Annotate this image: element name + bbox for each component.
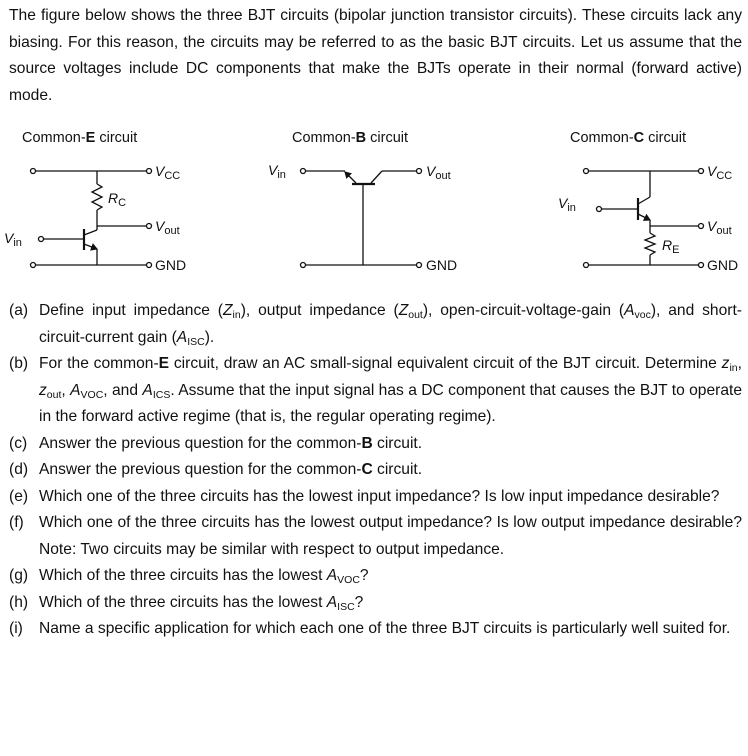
ce-rc-label: $R_C$	[108, 190, 127, 209]
question-g	[9, 563, 742, 590]
question-tag: (f)	[9, 514, 24, 531]
ce-vin-label: $V_{in}$	[4, 230, 22, 249]
question-tag: (i)	[9, 620, 23, 637]
cc-re-label: $R_E$	[662, 237, 680, 256]
question-i	[9, 616, 742, 643]
cc-gnd-label: GND	[707, 257, 739, 273]
bjt-circuits-figure	[0, 122, 748, 287]
common-b-circuit	[268, 130, 457, 273]
common-e-title: Common-E circuit	[22, 130, 138, 146]
cc-vcc-label: $V_{CC}$	[707, 163, 733, 182]
question-text: Which one of the three circuits has the lowest input impedance? Is low input impedance desirable?	[39, 487, 720, 505]
question-text: Answer the previous question for the common-C circuit.	[39, 461, 423, 478]
question-text: Which one of the three circuits has the lowest output impedance? Is low output impedance desirable? Note: Two circuits may be similar with respect to output impedance.	[39, 514, 742, 558]
question-f	[9, 510, 742, 563]
question-text: Which of the three circuits has the lowest $A_{VOC}$?	[39, 567, 369, 586]
question-text: Name a specific application for which each one of the three BJT circuits is particularly well suited for.	[39, 620, 731, 637]
common-c-circuit	[558, 130, 738, 273]
cb-vout-label: $V_{out}$	[426, 163, 451, 182]
question-tag: (h)	[9, 593, 29, 611]
ce-vcc-label: $V_{CC}$	[155, 163, 181, 182]
question-a	[9, 298, 742, 351]
common-c-title: Common-C circuit	[570, 130, 687, 146]
question-tag: (c)	[9, 434, 28, 452]
question-tag: (g)	[9, 567, 29, 584]
cb-vin-label: $V_{in}$	[268, 162, 286, 181]
question-list	[9, 298, 742, 643]
common-e-circuit	[4, 130, 186, 273]
question-e	[9, 484, 742, 511]
question-b	[9, 351, 742, 431]
question-text: Answer the previous question for the common-B circuit.	[39, 434, 423, 452]
question-text: For the common-E circuit, draw an AC small-signal equivalent circuit of the BJT circuit. Determine $z_{in}$, $z_{out}$, $A_{VOC}$, and $A_{ICS}$. Assume that the input signal has a DC component that causes the BJT to operate in the forward active regime (that is, the regular operating regime).	[39, 355, 743, 425]
intro-paragraph: The figure below shows the three BJT circuits (bipolar junction transistor circuits). These circuits lack any biasing. For this reason, the circuits may be referred to as the basic BJT circuits. Let us assume that the source voltages include DC components that make the BJTs operate in their normal (forward active) mode.	[9, 7, 742, 104]
common-b-title: Common-B circuit	[292, 130, 409, 146]
question-tag: (d)	[9, 461, 29, 478]
ce-vout-label: $V_{out}$	[155, 218, 180, 237]
question-d	[9, 457, 742, 484]
question-tag: (e)	[9, 487, 29, 505]
question-c	[9, 431, 742, 458]
question-tag: (a)	[9, 302, 29, 319]
cc-vout-label: $V_{out}$	[707, 218, 732, 237]
cb-gnd-label: GND	[426, 257, 458, 273]
question-h	[9, 590, 742, 617]
cc-vin-label: $V_{in}$	[558, 195, 576, 214]
ce-gnd-label: GND	[155, 257, 187, 273]
question-text: Define input impedance $(Z_{in})$, output impedance $(Z_{out})$, open-circuit-voltage-gain $(A_{voc})$, and short-circuit-current gain $(A_{ISC})$.	[39, 302, 742, 348]
question-text: Which of the three circuits has the lowest $A_{ISC}$?	[39, 593, 364, 613]
question-tag: (b)	[9, 355, 29, 372]
